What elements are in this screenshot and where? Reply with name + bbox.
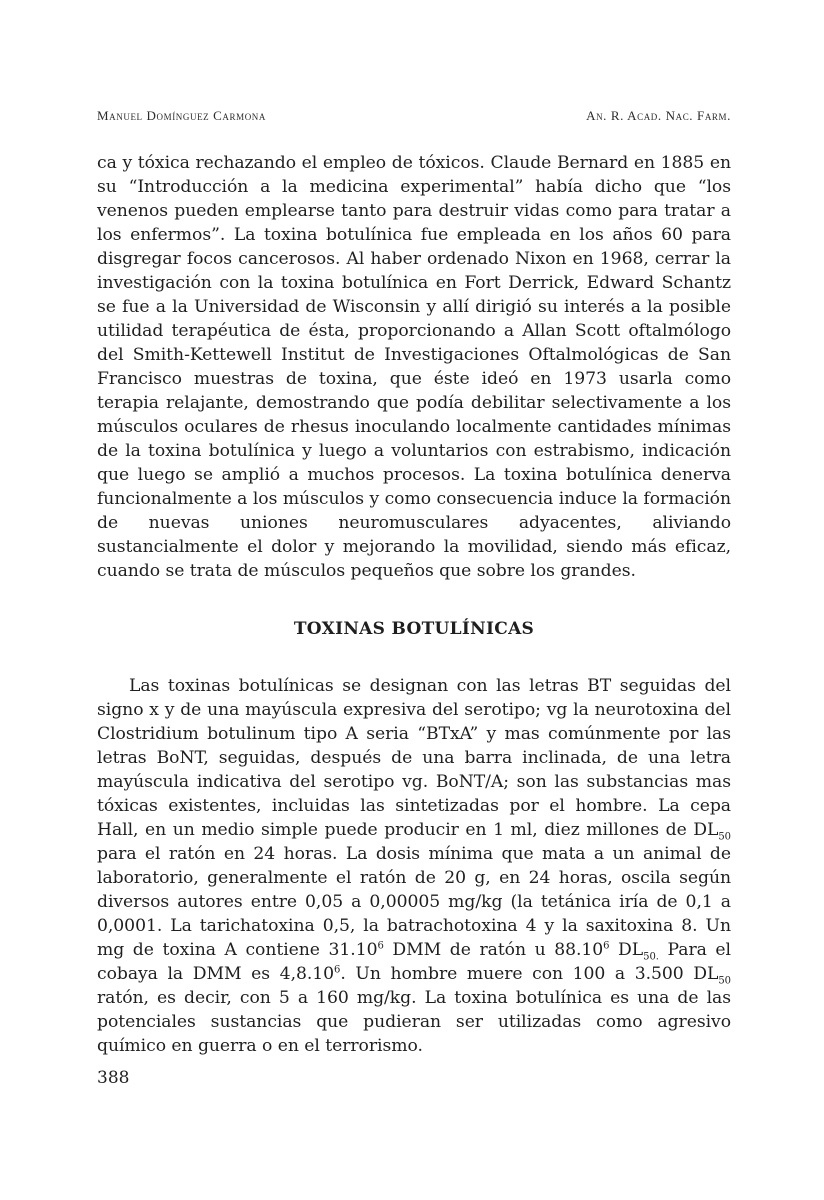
paragraph-continued: ca y tóxica rechazando el empleo de tóxicos. Claude Bernard en 1885 en su “Introducción a la medicina experimental” había dicho que “los venenos pueden emplearse tanto para destruir vidas como para tratar a los enfermos”. La toxina botulínica fue empleada en los años 60 para disgregar focos cancerosos. Al haber ordenado Nixon en 1968, cerrar la investigación con la toxina botulínica en Fort Derrick, Edward Schantz se fue a la Universidad de Wisconsin y allí dirigió su interés a la posible utilidad terapéutica de ésta, proporcionando a Allan Scott oftalmólogo del Smith-Kettewell Institut de Investigaciones Oftalmológicas de San Francisco muestras de toxina, que éste ideó en 1973 usarla como terapia relajante, demostrando que podía debilitar selectivamente a los músculos oculares de rhesus inoculando localmente cantidades mínimas de la toxina botulínica y luego a voluntarios con estrabismo, indicación que luego se amplió a muchos procesos. La toxina botulínica denerva funcionalmente a los músculos y como consecuencia induce la formación de nuevas uniones neuromusculares adyacentes, aliviando sustancialmente el dolor y mejorando la movilidad, siendo más eficaz, cuando se trata de músculos pequeños que sobre los grandes.	[97, 153, 731, 581]
subscript: 50	[718, 975, 731, 987]
header-journal: An. R. Acad. Nac. Farm.	[586, 108, 731, 123]
text-run: Las toxinas botulínicas se designan con las letras BT seguidas del signo x y de una mayúscula expresiva del serotipo; vg la neurotoxina del Clostridium botulinum tipo A seria “BTxA” y mas comúnmente por las letras BoNT, seguidas, después de una barra inclinada, de una letra mayúscula indicativa del serotipo vg. BoNT/A; son las substancias mas tóxicas existentes, incluidas las sintetizadas por el hombre. La cepa Hall, en un medio simple puede producir en 1 ml, diez millones de DL	[97, 676, 731, 840]
section-title: TOXINAS BOTULÍNICAS	[293, 619, 535, 639]
superscript: 6	[334, 964, 341, 976]
superscript: 6	[603, 940, 610, 952]
text-run: DL	[609, 940, 644, 960]
header-author: Manuel Domínguez Carmona	[97, 108, 267, 123]
running-header	[97, 108, 731, 124]
text-run: ratón, es decir, con 5 a 160 mg/kg. La toxina botulínica es una de las potenciales sustancias que pudieran ser utilizadas como agresivo químico en guerra o en el terrorismo.	[97, 988, 731, 1056]
text-run: para el ratón en 24 horas. La dosis mínima que mata a un animal de laboratorio, generalmente el ratón de 20 g, en 24 horas, oscila según diversos autores entre 0,05 a 0,00005 mg/kg (la tetánica iría de 0,1 a 0,0001. La tarichatoxina 0,5, la batrachotoxina 4 y la saxitoxina 8. Un mg de toxina A contiene 31.10	[97, 844, 731, 960]
subscript: 50.	[643, 951, 659, 963]
page-body	[97, 108, 731, 1058]
text-run: DMM de ratón u 88.10	[383, 940, 604, 960]
paragraph-toxins	[97, 674, 731, 1058]
text-run: . Un hombre muere con 100 a 3.500 DL	[340, 964, 719, 984]
superscript: 6	[377, 940, 384, 952]
text-run: Para el cobaya la DMM es 4,8.10	[97, 940, 731, 984]
subscript: 50	[718, 831, 731, 843]
page-number: 388	[97, 1068, 130, 1088]
